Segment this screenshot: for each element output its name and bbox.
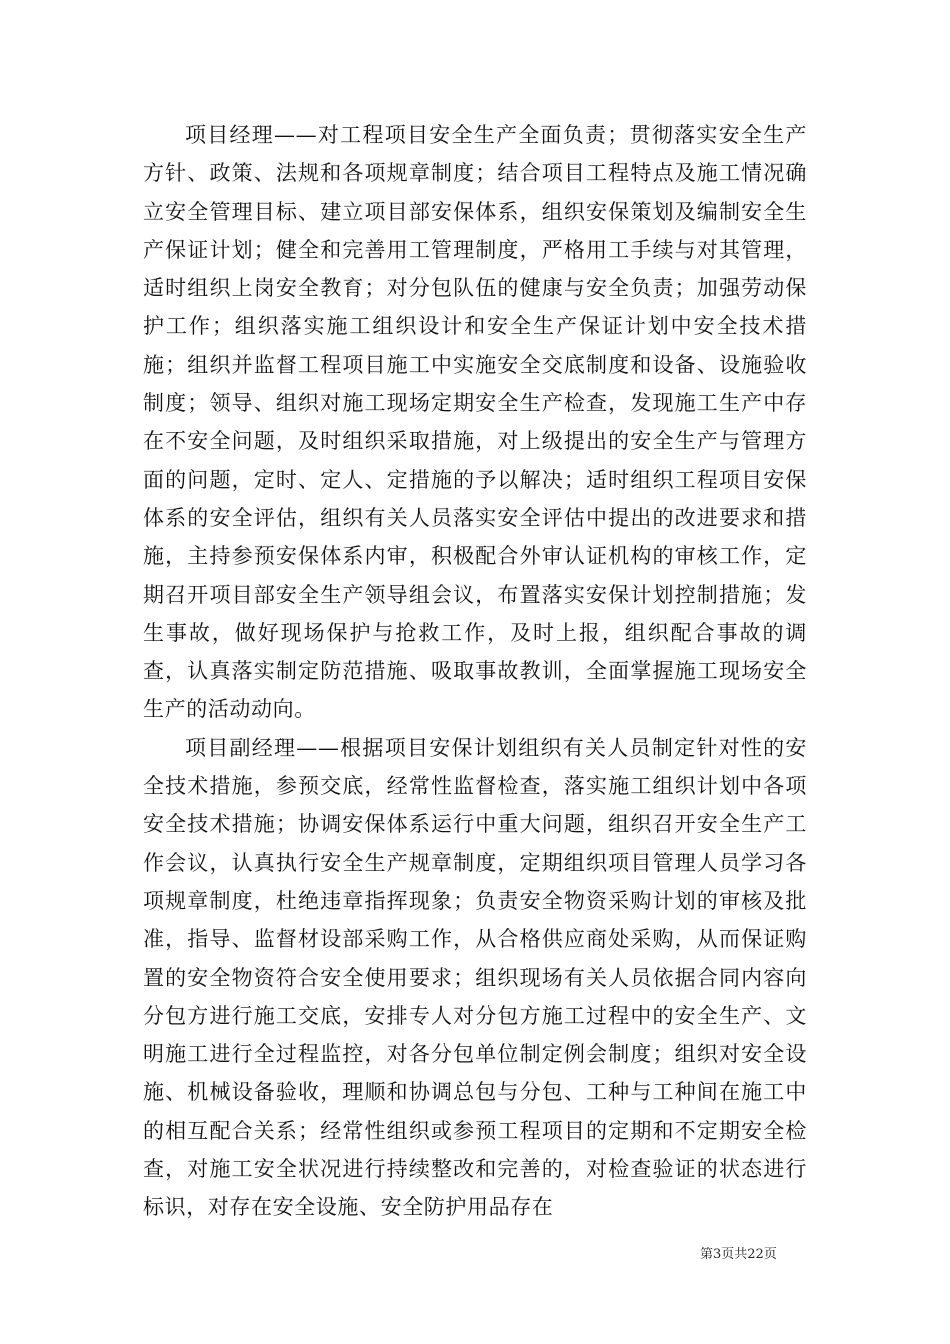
body-text xyxy=(143,116,807,1227)
paragraph-project-manager: 项目经理——对工程项目安全生产全面负责；贯彻落实安全生产方针、政策、法规和各项规章制度；结合项目工程特点及施工情况确立安全管理目标、建立项目部安保体系，组织安保策划及编制安全生产保证计划；健全和完善用工管理制度，严格用工手续与对其管理，适时组织上岗安全教育；对分包队伍的健康与安全负责；加强劳动保护工作；组织落实施工组织设计和安全生产保证计划中安全技术措施；组织并监督工程项目施工中实施安全交底制度和设备、设施验收制度；领导、组织对施工现场定期安全生产检查，发现施工生产中存在不安全问题，及时组织采取措施，对上级提出的安全生产与管理方面的问题，定时、定人、定措施的予以解决；适时组织工程项目安保体系的安全评估，组织有关人员落实安全评估中提出的改进要求和措施，主持参预安保体系内审，积极配合外审认证机构的审核工作，定期召开项目部安全生产领导组会议，布置落实安保计划控制措施；发生事故，做好现场保护与抢救工作，及时上报，组织配合事故的调查，认真落实制定防范措施、吸取事故教训，全面掌握施工现场安全生产的活动动向。 xyxy=(143,123,807,722)
page-number: 第3页共22页 xyxy=(700,1247,777,1262)
paragraph-deputy-project-manager: 项目副经理——根据项目安保计划组织有关人员制定针对性的安全技术措施，参预交底，经常性监督检查，落实施工组织计划中各项安全技术措施；协调安保体系运行中重大问题，组织召开安全生产工作会议，认真执行安全生产规章制度，定期组织项目管理人员学习各项规章制度，杜绝违章指挥现象；负责安全物资采购计划的审核及批准，指导、监督材设部采购工作，从合格供应商处采购，从而保证购置的安全物资符合安全使用要求；组织现场有关人员依据合同内容向分包方进行施工交底，安排专人对分包方施工过程中的安全生产、文明施工进行全过程监控，对各分包单位制定例会制度；组织对安全设施、机械设备验收，理顺和协调总包与分包、工种与工种间在施工中的相互配合关系；经常性组织或参预工程项目的定期和不定期安全检查，对施工安全状况进行持续整改和完善的，对检查验证的状态进行标识，对存在安全设施、安全防护用品存在 xyxy=(143,735,807,1220)
